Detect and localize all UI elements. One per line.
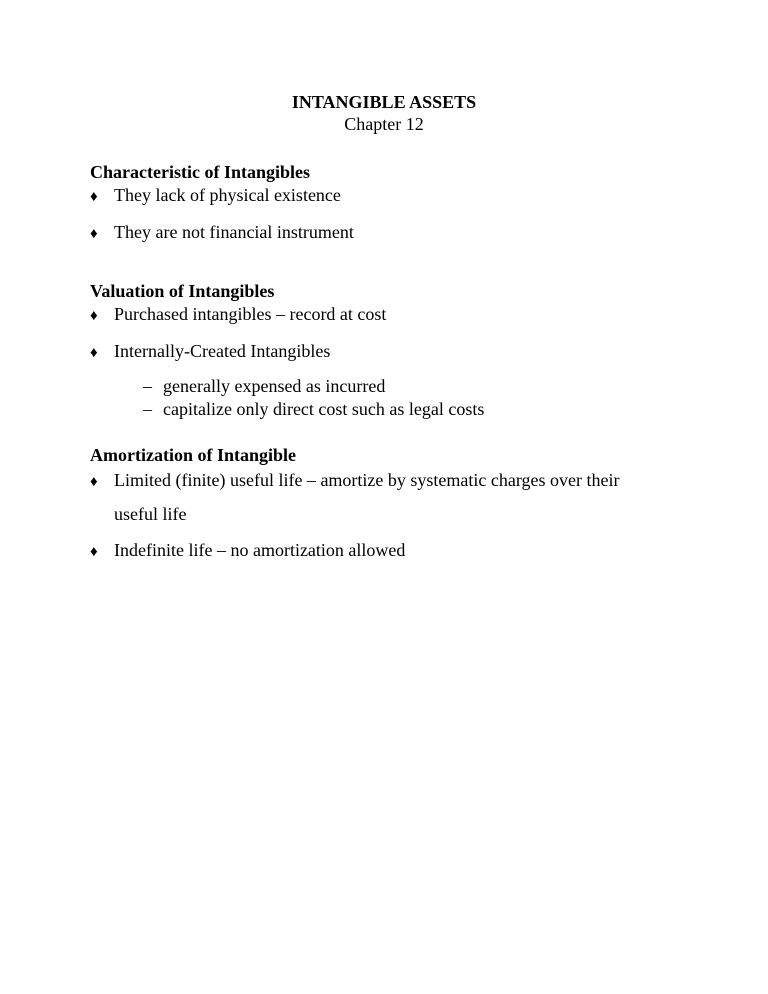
list-item-text: Indefinite life – no amortization allowed	[114, 540, 406, 560]
dash-icon: –	[143, 399, 152, 419]
section-heading-characteristics: Characteristic of Intangibles	[90, 162, 310, 182]
list-item-text: Internally-Created Intangibles	[114, 341, 331, 361]
section-heading-amortization: Amortization of Intangible	[90, 445, 296, 465]
list-item	[90, 303, 386, 327]
bullet-icon: ♦	[90, 474, 98, 490]
list-item-text: Limited (finite) useful life – amortize by systematic charges over their	[114, 470, 620, 490]
list-item	[90, 221, 354, 245]
list-item-continuation: useful life	[114, 504, 187, 524]
bullet-icon: ♦	[90, 544, 98, 560]
dash-icon: –	[143, 376, 152, 396]
bullet-icon: ♦	[90, 189, 98, 205]
sub-list-item	[143, 398, 484, 420]
sub-list-item-text: generally expensed as incurred	[163, 376, 386, 396]
section-heading-valuation: Valuation of Intangibles	[90, 281, 275, 301]
sub-list-item-text: capitalize only direct cost such as legal costs	[163, 399, 485, 419]
list-item-text: Purchased intangibles – record at cost	[114, 304, 387, 324]
sub-list-item	[143, 375, 385, 397]
list-item-text: They lack of physical existence	[114, 185, 341, 205]
list-item	[90, 184, 341, 208]
list-item-text: They are not financial instrument	[114, 222, 354, 242]
title-block	[0, 91, 768, 135]
list-item	[90, 340, 330, 364]
list-item	[90, 539, 405, 563]
bullet-icon: ♦	[90, 345, 98, 361]
bullet-icon: ♦	[90, 308, 98, 324]
bullet-icon: ♦	[90, 226, 98, 242]
list-item	[90, 469, 620, 493]
page-title: INTANGIBLE ASSETS	[291, 92, 477, 112]
chapter-subtitle: Chapter 12	[344, 114, 424, 134]
